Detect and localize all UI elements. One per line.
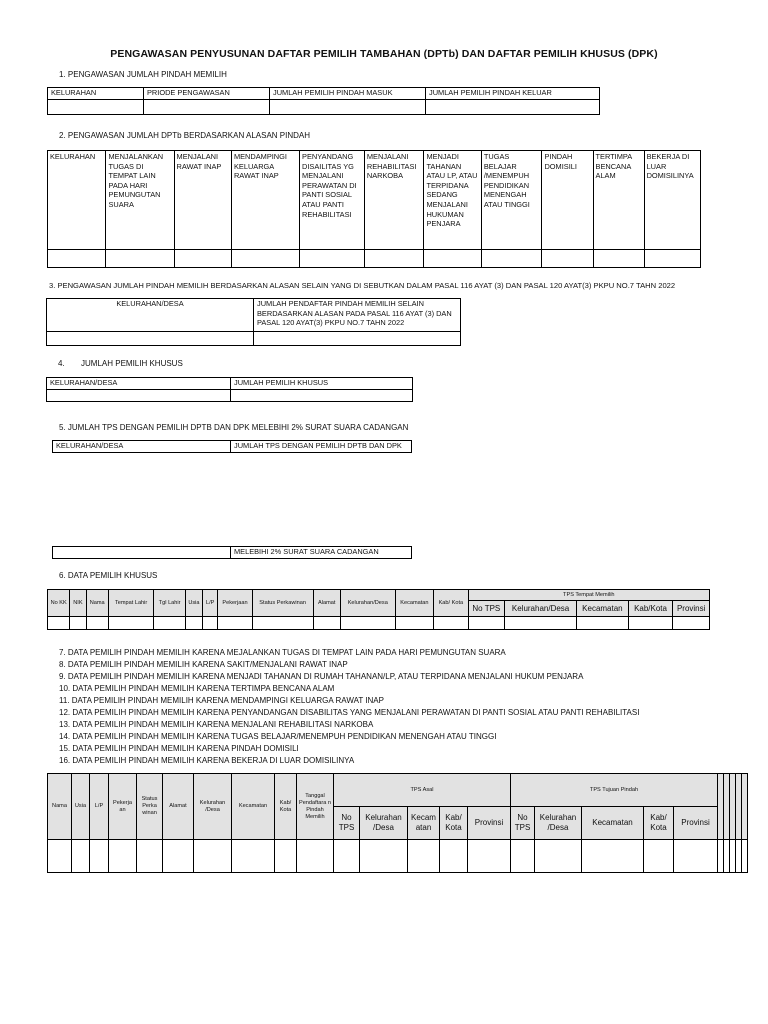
spacer-cell xyxy=(742,840,748,873)
col-header: PENYANDANG DISAILITAS YG MENJALANI PERAWATAN DI PANTI SOSIAL ATAU PANTI REHABILITASI xyxy=(300,151,365,250)
table-cell[interactable] xyxy=(108,617,154,630)
table-cell[interactable] xyxy=(48,250,106,268)
table-cell[interactable] xyxy=(48,617,70,630)
section2-heading: 2. PENGAWASAN JUMLAH DPTb BERDASARKAN ALASAN PINDAH xyxy=(59,131,311,140)
table-cell[interactable] xyxy=(47,332,254,346)
footer-label: MELEBIHI 2% SURAT SUARA CADANGAN xyxy=(231,547,412,559)
col-header: KELURAHAN xyxy=(48,151,106,250)
col-header: MENJALANKAN TUGAS DI TEMPAT LAIN PADA HARI PEMUNGUTAN SUARA xyxy=(106,151,174,250)
col-header: KELURAHAN/DESA xyxy=(47,299,254,332)
table-cell[interactable] xyxy=(203,617,218,630)
table-header-row xyxy=(48,590,710,601)
table-cell[interactable] xyxy=(582,840,644,873)
col-header: NIK xyxy=(70,590,86,617)
table-cell[interactable] xyxy=(106,250,174,268)
col-header: Tempat Lahir xyxy=(108,590,154,617)
table-cell[interactable] xyxy=(644,840,674,873)
table-cell[interactable] xyxy=(72,840,90,873)
table-cell[interactable] xyxy=(232,840,275,873)
table-cell[interactable] xyxy=(48,840,72,873)
col-header: Kab/ Kota xyxy=(434,590,468,617)
table-cell[interactable] xyxy=(440,840,468,873)
list-item: 9. DATA PEMILIH PINDAH MEMILIH KARENA MENJADI TAHANAN DI RUMAH TAHANAN/LP, ATAU TERPIDANA MENJALANI HUKUM PENJARA xyxy=(59,672,584,681)
col-header: MENDAMPINGI KELUARGA RAWAT INAP xyxy=(231,151,299,250)
table-cell[interactable] xyxy=(468,617,504,630)
table-cell[interactable] xyxy=(154,617,185,630)
table-cell[interactable] xyxy=(408,840,440,873)
col-header: JUMLAH TPS DENGAN PEMILIH DPTB DAN DPK xyxy=(231,441,412,453)
list-item: 13. DATA PEMILIH PINDAH MEMILIH KARENA MENJALANI REHABILITASI NARKOBA xyxy=(59,720,374,729)
col-header: Nama xyxy=(48,774,72,840)
list-item: 15. DATA PEMILIH PINDAH MEMILIH KARENA PINDAH DOMISILI xyxy=(59,744,299,753)
group-header-asal: TPS Asal xyxy=(334,774,511,807)
col-header: Kab/ Kota xyxy=(644,807,674,840)
section7-table xyxy=(47,773,748,873)
section6-table xyxy=(47,589,710,630)
col-header: PINDAH DOMISILI xyxy=(542,151,593,250)
col-header: JUMLAH PEMILIH KHUSUS xyxy=(231,378,413,390)
table-cell[interactable] xyxy=(505,617,577,630)
col-header: L/P xyxy=(90,774,109,840)
col-header: No TPS xyxy=(334,807,360,840)
table-cell[interactable] xyxy=(628,617,673,630)
table-cell[interactable] xyxy=(297,840,334,873)
col-header: Status Perka winan xyxy=(137,774,163,840)
group-header-tujuan: TPS Tujuan Pindah xyxy=(511,774,718,807)
col-header: Kelurahan/Desa xyxy=(505,601,577,617)
table-cell[interactable] xyxy=(468,840,511,873)
table-header-row xyxy=(48,88,600,100)
col-header: Kelurahan /Desa xyxy=(194,774,232,840)
table-cell[interactable] xyxy=(577,617,629,630)
list-item: 16. DATA PEMILIH PINDAH MEMILIH KARENA BEKERJA DI LUAR DOMISILINYA xyxy=(59,756,355,765)
col-header: Kecamatan xyxy=(582,807,644,840)
col-header: TUGAS BELAJAR /MENEMPUH PENDIDIKAN MENENGAH ATAU TINGGI xyxy=(481,151,542,250)
table-cell[interactable] xyxy=(673,617,710,630)
col-header: KELURAHAN/DESA xyxy=(53,441,231,453)
table-cell[interactable] xyxy=(674,840,718,873)
col-header: Pekerjaan xyxy=(218,590,252,617)
col-header: Provinsi xyxy=(674,807,718,840)
table-cell[interactable] xyxy=(313,617,340,630)
section3-heading: 3. PENGAWASAN JUMLAH PINDAH MEMILIH BERDASARKAN ALASAN SELAIN YANG DI SEBUTKAN DALAM PASAL 116 AYAT (3) DAN PASAL 120 AYAT(3) PKPU NO.7 TAHN 2022 xyxy=(49,281,676,290)
table-cell[interactable] xyxy=(334,840,360,873)
col-header: TERTIMPA BENCANA ALAM xyxy=(593,151,644,250)
section1-table xyxy=(47,87,600,115)
table-cell[interactable] xyxy=(70,617,86,630)
table-cell[interactable] xyxy=(340,617,395,630)
col-header: Alamat xyxy=(163,774,194,840)
col-header: Kecamatan xyxy=(577,601,629,617)
col-header: Provinsi xyxy=(673,601,710,617)
table-header-row xyxy=(48,774,748,807)
table-cell[interactable] xyxy=(360,840,408,873)
table-cell[interactable] xyxy=(252,617,313,630)
table-cell[interactable] xyxy=(231,250,299,268)
col-header: Status Perkawinan xyxy=(252,590,313,617)
col-header: Provinsi xyxy=(468,807,511,840)
table-header-row xyxy=(47,378,413,390)
table-cell[interactable] xyxy=(163,840,194,873)
table-cell[interactable] xyxy=(109,840,137,873)
table-cell[interactable] xyxy=(47,390,231,402)
table-row xyxy=(48,617,710,630)
spacer-cell xyxy=(742,774,748,840)
table-cell[interactable] xyxy=(424,250,481,268)
col-header: JUMLAH PEMILIH PINDAH KELUAR xyxy=(426,88,600,100)
col-header: Kelurahan/Desa xyxy=(340,590,395,617)
col-header: Usia xyxy=(72,774,90,840)
col-header: No KK xyxy=(48,590,70,617)
table-cell[interactable] xyxy=(481,250,542,268)
table-cell[interactable] xyxy=(542,250,593,268)
col-header: Nama xyxy=(86,590,108,617)
col-header: KELURAHAN xyxy=(48,88,144,100)
table-cell[interactable] xyxy=(90,840,109,873)
section6-heading: 6. DATA PEMILIH KHUSUS xyxy=(59,571,158,580)
col-header: Kab/ Kota xyxy=(275,774,297,840)
table-cell[interactable] xyxy=(364,250,424,268)
col-header: Kab/Kota xyxy=(628,601,673,617)
table-cell[interactable] xyxy=(86,617,108,630)
section4-heading-num: 4. xyxy=(58,359,65,368)
table-cell[interactable] xyxy=(275,840,297,873)
col-header: Kelurahan /Desa xyxy=(360,807,408,840)
list-item: 7. DATA PEMILIH PINDAH MEMILIH KARENA MEJALANKAN TUGAS DI TEMPAT LAIN PADA HARI PEMUNGUTAN SUARA xyxy=(59,648,506,657)
section2-table xyxy=(47,150,701,268)
col-header: JUMLAH PENDAFTAR PINDAH MEMILIH SELAIN BERDASARKAN ALASAN PADA PASAL 116 AYAT (3) DAN PASAL 120 AYAT(3) PKPU NO.7 TAHN 2022 xyxy=(254,299,461,332)
table-cell[interactable] xyxy=(218,617,252,630)
list-item: 8. DATA PEMILIH PINDAH MEMILIH KARENA SAKIT/MENJALANI RAWAT INAP xyxy=(59,660,348,669)
table-header-row xyxy=(48,151,701,250)
table-row xyxy=(47,332,461,346)
list-item: 10. DATA PEMILIH PINDAH MEMILIH KARENA TERTIMPA BENCANA ALAM xyxy=(59,684,335,693)
col-header: Kab/ Kota xyxy=(440,807,468,840)
table-cell[interactable] xyxy=(270,100,426,115)
table-cell[interactable] xyxy=(300,250,365,268)
table-cell[interactable] xyxy=(254,332,461,346)
col-header: BEKERJA DI LUAR DOMISILINYA xyxy=(644,151,700,250)
table-cell[interactable] xyxy=(535,840,582,873)
col-header: MENJALANI RAWAT INAP xyxy=(174,151,231,250)
col-header: Kelurahan /Desa xyxy=(535,807,582,840)
col-header: MENJADI TAHANAN ATAU LP, ATAU TERPIDANA SEDANG MENJALANI HUKUMAN PENJARA xyxy=(424,151,481,250)
table-header-row xyxy=(53,441,412,453)
col-header: Pekerja an xyxy=(109,774,137,840)
page-title: PENGAWASAN PENYUSUNAN DAFTAR PEMILIH TAMBAHAN (DPTb) DAN DAFTAR PEMILIH KHUSUS (DPK) xyxy=(110,48,658,60)
table-row xyxy=(47,390,413,402)
list-item: 12. DATA PEMILIH PINDAH MEMILIH KARENA PENYANDANGAN DISABILITAS YANG MENJALANI PERAWATAN DI PANTI SOSIAL ATAU PANTI REHABILITASI xyxy=(59,708,640,717)
section4-heading: JUMLAH PEMILIH KHUSUS xyxy=(81,359,183,368)
table-cell[interactable] xyxy=(48,100,144,115)
col-header: JUMLAH PEMILIH PINDAH MASUK xyxy=(270,88,426,100)
col-header: No TPS xyxy=(511,807,535,840)
table-row xyxy=(53,547,412,559)
list-item: 14. DATA PEMILIH PINDAH MEMILIH KARENA TUGAS BELAJAR/MENEMPUH PENDIDIKAN MENENGAH ATAU TINGGI xyxy=(59,732,497,741)
col-header: PRIODE PENGAWASAN xyxy=(144,88,270,100)
col-header: Usia xyxy=(185,590,202,617)
col-header: MENJALANI REHABILITASI NARKOBA xyxy=(364,151,424,250)
table-cell[interactable] xyxy=(185,617,202,630)
table-cell[interactable] xyxy=(434,617,468,630)
list-item: 11. DATA PEMILIH PINDAH MEMILIH KARENA MENDAMPINGI KELUARGA RAWAT INAP xyxy=(59,696,384,705)
col-header: Tanggal Pendaftara n Pindah Memilih xyxy=(297,774,334,840)
section4-table xyxy=(46,377,413,402)
col-header: L/P xyxy=(203,590,218,617)
table-cell[interactable] xyxy=(174,250,231,268)
col-header: Tgl Lahir xyxy=(154,590,185,617)
col-header: No TPS xyxy=(468,601,504,617)
section5-table xyxy=(52,440,412,453)
table-cell[interactable] xyxy=(395,617,434,630)
table-cell[interactable] xyxy=(426,100,600,115)
table-row xyxy=(48,840,748,873)
col-header: KELURAHAN/DESA xyxy=(47,378,231,390)
section5-footer-table xyxy=(52,546,412,559)
table-header-row xyxy=(47,299,461,332)
table-cell[interactable] xyxy=(511,840,535,873)
table-cell[interactable] xyxy=(231,390,413,402)
table-cell[interactable] xyxy=(53,547,231,559)
section1-heading: 1. PENGAWASAN JUMLAH PINDAH MEMILIH xyxy=(59,70,227,79)
col-header: Alamat xyxy=(313,590,340,617)
table-cell[interactable] xyxy=(144,100,270,115)
table-cell[interactable] xyxy=(593,250,644,268)
section3-table xyxy=(46,298,461,346)
table-cell[interactable] xyxy=(137,840,163,873)
table-row xyxy=(48,250,701,268)
col-header: Kecam atan xyxy=(408,807,440,840)
table-cell[interactable] xyxy=(644,250,700,268)
group-header: TPS Tempat Memilih xyxy=(468,590,709,601)
table-cell[interactable] xyxy=(194,840,232,873)
col-header: Kecamatan xyxy=(232,774,275,840)
section5-heading: 5. JUMLAH TPS DENGAN PEMILIH DPTB DAN DPK MELEBIHI 2% SURAT SUARA CADANGAN xyxy=(59,423,409,432)
col-header: Kecamatan xyxy=(395,590,434,617)
table-row xyxy=(48,100,600,115)
